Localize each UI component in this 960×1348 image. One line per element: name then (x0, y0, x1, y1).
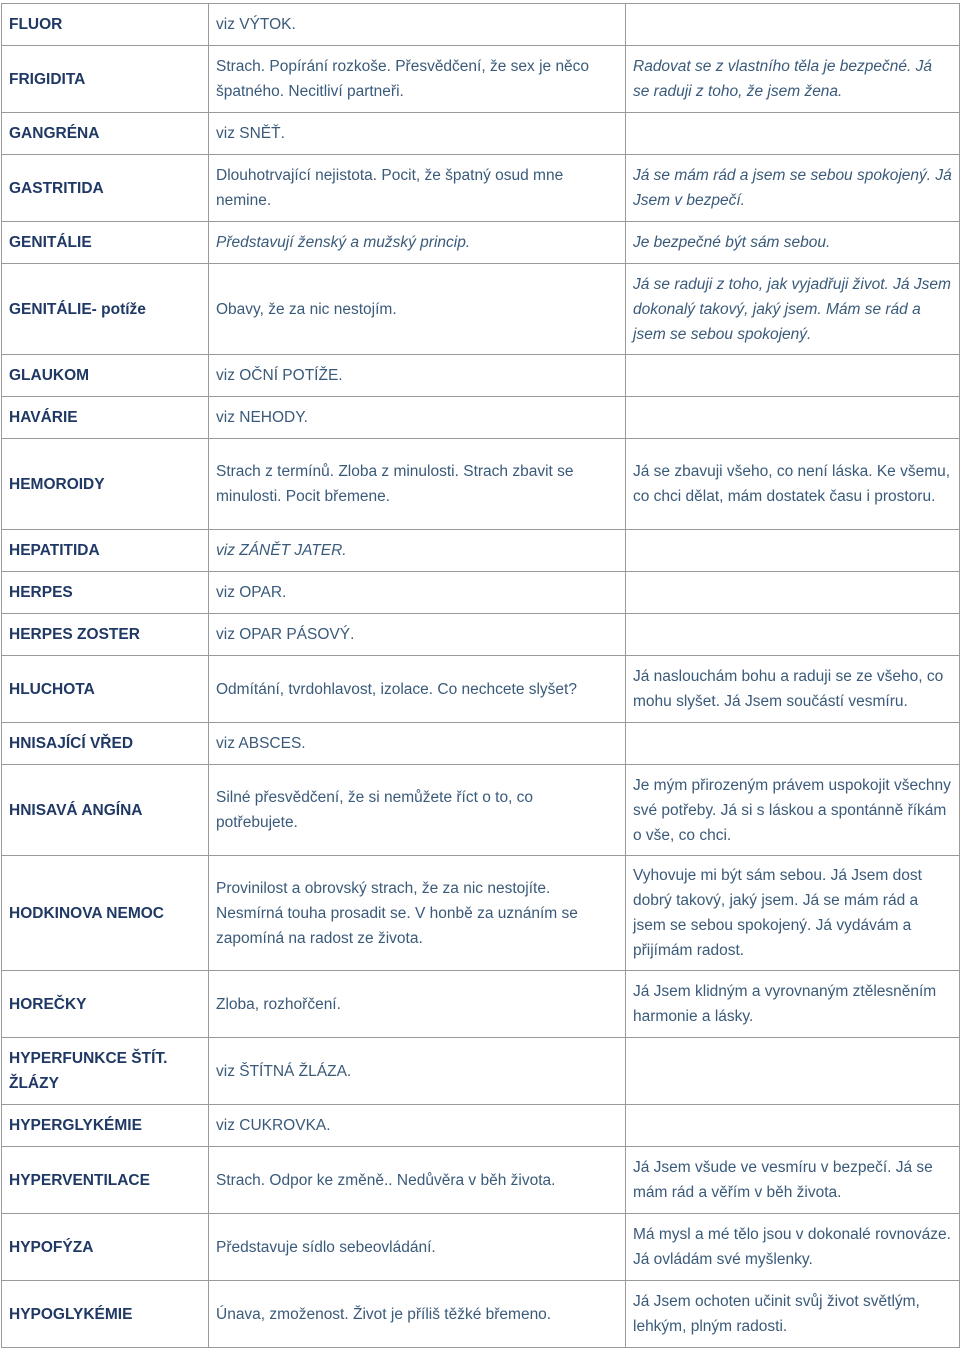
term-cell: HODKINOVA NEMOC (2, 856, 209, 971)
term-cell: HOREČKY (2, 971, 209, 1038)
affirmation-cell: Já Jsem všude ve vesmíru v bezpečí. Já se mám rád a věřím v běh života. (626, 1147, 960, 1214)
cause-cell: viz ŠTÍTNÁ ŽLÁZA. (209, 1038, 626, 1105)
table-row (2, 723, 960, 765)
table-row (2, 530, 960, 572)
affirmation-cell: Má mysl a mé tělo jsou v dokonalé rovnováze. Já ovládám své myšlenky. (626, 1214, 960, 1281)
affirmation-cell: Vyhovuje mi být sám sebou. Já Jsem dost dobrý takový, jaký jsem. Já se mám rád a jsem se sebou spokojený. Já vydávám a přijímám radost. (626, 856, 960, 971)
table-row (2, 1214, 960, 1281)
affirmation-cell: Já se mám rád a jsem se sebou spokojený. Já Jsem v bezpečí. (626, 155, 960, 222)
cause-cell: viz OPAR PÁSOVÝ. (209, 614, 626, 656)
affirmation-cell (626, 4, 960, 46)
cause-cell: viz NEHODY. (209, 397, 626, 439)
cause-cell: viz VÝTOK. (209, 4, 626, 46)
cause-cell: Strach. Odpor ke změně.. Nedůvěra v běh života. (209, 1147, 626, 1214)
cause-cell: viz OPAR. (209, 572, 626, 614)
affirmation-cell: Já se raduji z toho, jak vyjadřuji život. Já Jsem dokonalý takový, jaký jsem. Mám se rád a jsem se sebou spokojený. (626, 264, 960, 355)
cause-cell: viz OČNÍ POTÍŽE. (209, 355, 626, 397)
term-cell: HERPES (2, 572, 209, 614)
table-row (2, 439, 960, 530)
table-row (2, 397, 960, 439)
affirmation-cell (626, 723, 960, 765)
cause-cell: viz SNĚŤ. (209, 113, 626, 155)
table-row (2, 614, 960, 656)
table-row (2, 656, 960, 723)
table-row (2, 113, 960, 155)
table-row (2, 1281, 960, 1348)
cause-cell: Strach. Popírání rozkoše. Přesvědčení, že sex je něco špatného. Necitliví partneři. (209, 46, 626, 113)
affirmation-cell: Já Jsem klidným a vyrovnaným ztělesněním harmonie a lásky. (626, 971, 960, 1038)
table-row (2, 971, 960, 1038)
affirmation-cell (626, 572, 960, 614)
term-cell: HNISAVÁ ANGÍNA (2, 765, 209, 856)
affirmation-cell (626, 614, 960, 656)
cause-cell: Obavy, že za nic nestojím. (209, 264, 626, 355)
term-cell: HYPERFUNKCE ŠTÍT. ŽLÁZY (2, 1038, 209, 1105)
cause-cell: viz CUKROVKA. (209, 1105, 626, 1147)
affirmation-cell (626, 355, 960, 397)
term-cell: HYPOFÝZA (2, 1214, 209, 1281)
term-cell: HYPERGLYKÉMIE (2, 1105, 209, 1147)
dictionary-table (1, 3, 960, 1348)
affirmation-cell: Já se zbavuji všeho, co není láska. Ke všemu, co chci dělat, mám dostatek času i prostoru. (626, 439, 960, 530)
table-row (2, 765, 960, 856)
cause-cell: Odmítání, tvrdohlavost, izolace. Co nechcete slyšet? (209, 656, 626, 723)
table-row (2, 1105, 960, 1147)
table-row (2, 572, 960, 614)
term-cell: GASTRITIDA (2, 155, 209, 222)
cause-cell: Provinilost a obrovský strach, že za nic nestojíte. Nesmírná touha prosadit se. V honbě za uznáním se zapomíná na radost ze života. (209, 856, 626, 971)
cause-cell: Únava, zmoženost. Život je příliš těžké břemeno. (209, 1281, 626, 1348)
term-cell: FRIGIDITA (2, 46, 209, 113)
table-row (2, 222, 960, 264)
cause-cell: viz ABSCES. (209, 723, 626, 765)
affirmation-cell (626, 530, 960, 572)
term-cell: HERPES ZOSTER (2, 614, 209, 656)
affirmation-cell (626, 397, 960, 439)
term-cell: GENITÁLIE- potíže (2, 264, 209, 355)
term-cell: HEPATITIDA (2, 530, 209, 572)
cause-cell: Zloba, rozhořčení. (209, 971, 626, 1038)
affirmation-cell (626, 113, 960, 155)
table-row (2, 46, 960, 113)
term-cell: GLAUKOM (2, 355, 209, 397)
cause-cell: Strach z termínů. Zloba z minulosti. Strach zbavit se minulosti. Pocit břemene. (209, 439, 626, 530)
affirmation-cell (626, 1105, 960, 1147)
term-cell: GENITÁLIE (2, 222, 209, 264)
table-row (2, 355, 960, 397)
term-cell: FLUOR (2, 4, 209, 46)
term-cell: GANGRÉNA (2, 113, 209, 155)
cause-cell: Dlouhotrvající nejistota. Pocit, že špatný osud mne nemine. (209, 155, 626, 222)
affirmation-cell: Já naslouchám bohu a raduji se ze všeho, co mohu slyšet. Já Jsem součástí vesmíru. (626, 656, 960, 723)
affirmation-cell: Je mým přirozeným právem uspokojit všechny své potřeby. Já si s láskou a spontánně říkám o vše, co chci. (626, 765, 960, 856)
table-row (2, 856, 960, 971)
term-cell: HAVÁRIE (2, 397, 209, 439)
term-cell: HYPOGLYKÉMIE (2, 1281, 209, 1348)
cause-cell: Silné přesvědčení, že si nemůžete říct o to, co potřebujete. (209, 765, 626, 856)
table-row (2, 1147, 960, 1214)
term-cell: HEMOROIDY (2, 439, 209, 530)
cause-cell: viz ZÁNĚT JATER. (209, 530, 626, 572)
table-row (2, 155, 960, 222)
table-row (2, 264, 960, 355)
term-cell: HYPERVENTILACE (2, 1147, 209, 1214)
term-cell: HNISAJÍCÍ VŘED (2, 723, 209, 765)
table-row (2, 4, 960, 46)
cause-cell: Představuje sídlo sebeovládání. (209, 1214, 626, 1281)
cause-cell: Představují ženský a mužský princip. (209, 222, 626, 264)
term-cell: HLUCHOTA (2, 656, 209, 723)
affirmation-cell: Já Jsem ochoten učinit svůj život světlým, lehkým, plným radosti. (626, 1281, 960, 1348)
affirmation-cell (626, 1038, 960, 1105)
affirmation-cell: Je bezpečné být sám sebou. (626, 222, 960, 264)
affirmation-cell: Radovat se z vlastního těla je bezpečné. Já se raduji z toho, že jsem žena. (626, 46, 960, 113)
table-row (2, 1038, 960, 1105)
